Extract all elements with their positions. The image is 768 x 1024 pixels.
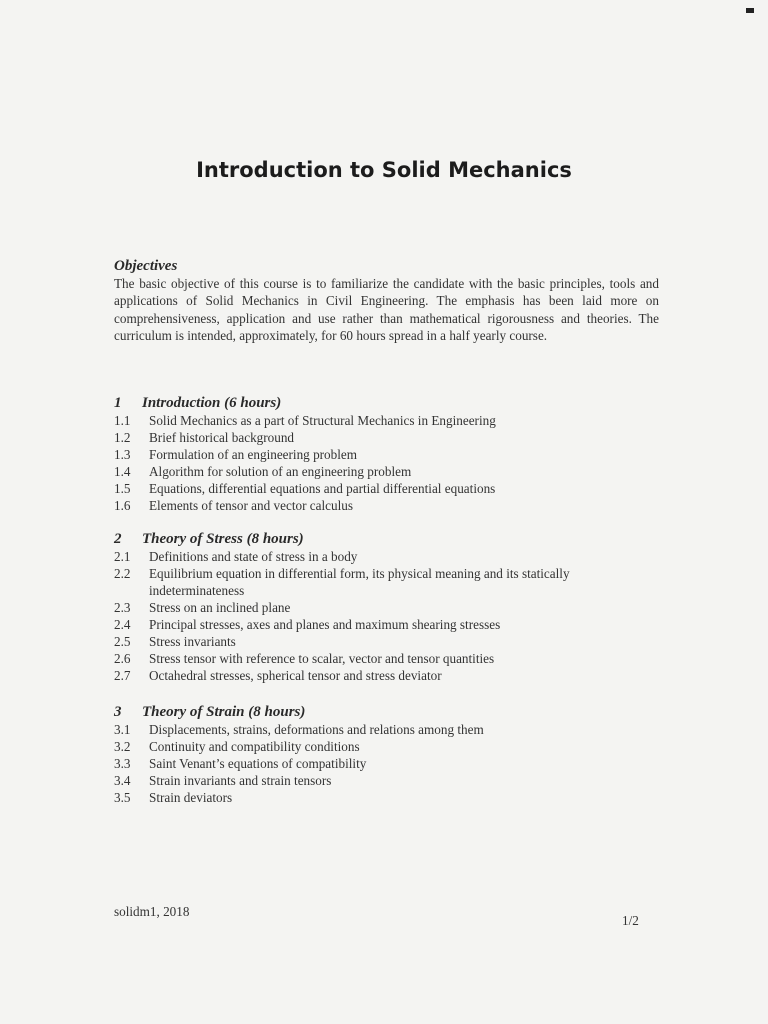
list-item [114, 650, 654, 667]
item-text: Continuity and compatibility conditions [149, 739, 360, 754]
list-item [114, 548, 654, 565]
page-number: 1/2 [622, 913, 639, 928]
item-text: Octahedral stresses, spherical tensor and stress deviator [149, 668, 442, 683]
item-text: Stress on an inclined plane [149, 600, 291, 615]
section-introduction [114, 394, 654, 514]
section-title: Introduction (6 hours) [142, 395, 282, 411]
section-number: 3 [114, 704, 122, 720]
item-number: 2.5 [114, 634, 131, 649]
list-item [114, 789, 654, 806]
item-number: 3.4 [114, 773, 131, 788]
list-item [114, 497, 654, 514]
list-item [114, 721, 654, 738]
list-item [114, 667, 654, 684]
item-number: 2.6 [114, 651, 131, 666]
objectives-heading: Objectives [114, 258, 178, 274]
item-text: Stress invariants [149, 634, 236, 649]
list-item [114, 633, 654, 650]
item-number: 2.3 [114, 600, 131, 615]
item-number: 2.2 [114, 566, 131, 581]
item-text: Definitions and state of stress in a body [149, 549, 358, 564]
item-number: 3.3 [114, 756, 131, 771]
list-item [114, 412, 654, 429]
item-text: Strain invariants and strain tensors [149, 773, 332, 788]
section-title: Theory of Strain (8 hours) [142, 704, 306, 720]
item-number: 3.1 [114, 722, 131, 737]
item-text: Saint Venant’s equations of compatibility [149, 756, 367, 771]
item-number: 3.5 [114, 790, 131, 805]
section-number: 2 [114, 531, 122, 547]
list-item [114, 772, 654, 789]
list-item [114, 616, 654, 633]
item-number: 1.6 [114, 498, 131, 513]
list-item [114, 446, 654, 463]
item-number: 1.1 [114, 413, 131, 428]
section-heading [114, 530, 654, 548]
item-number: 3.2 [114, 739, 131, 754]
item-number: 1.2 [114, 430, 131, 445]
item-text: Principal stresses, axes and planes and maximum shearing stresses [149, 617, 501, 632]
section-number: 1 [114, 395, 122, 411]
objectives-text: The basic objective of this course is to familiarize the candidate with the basic principles, tools and applications of Solid Mechanics in Civil Engineering. The emphasis has been laid more on comprehensiveness, application and use rather than mathematical rigorousness and theories. The curriculum is intended, approximately, for 60 hours spread in a half yearly course. [114, 276, 659, 344]
scan-mark [746, 8, 754, 13]
section-heading [114, 394, 654, 412]
list-item [114, 738, 654, 755]
list-item [114, 565, 654, 599]
item-number: 1.4 [114, 464, 131, 479]
item-text: Stress tensor with reference to scalar, vector and tensor quantities [149, 651, 495, 666]
item-number: 1.5 [114, 481, 131, 496]
item-number: 2.4 [114, 617, 131, 632]
item-number: 2.7 [114, 668, 131, 683]
item-number: 1.3 [114, 447, 131, 462]
list-item [114, 755, 654, 772]
page-title: Introduction to Solid Mechanics [196, 158, 572, 182]
item-text: Elements of tensor and vector calculus [149, 498, 353, 513]
list-item [114, 429, 654, 446]
item-text: Equilibrium equation in differential form, its physical meaning and its statically indeterminateness [149, 566, 570, 598]
item-text: Strain deviators [149, 790, 233, 805]
item-text: Equations, differential equations and partial differential equations [149, 481, 496, 496]
section-heading [114, 703, 654, 721]
item-text: Algorithm for solution of an engineering problem [149, 464, 412, 479]
list-item [114, 463, 654, 480]
item-text: Solid Mechanics as a part of Structural Mechanics in Engineering [149, 413, 496, 428]
item-text: Brief historical background [149, 430, 295, 445]
footer-document-id: solidm1, 2018 [114, 904, 190, 919]
item-text: Displacements, strains, deformations and relations among them [149, 722, 484, 737]
item-number: 2.1 [114, 549, 131, 564]
section-title: Theory of Stress (8 hours) [142, 531, 304, 547]
item-text: Formulation of an engineering problem [149, 447, 358, 462]
objectives-block [114, 258, 659, 345]
section-theory-of-strain [114, 703, 654, 806]
list-item [114, 480, 654, 497]
section-theory-of-stress [114, 530, 654, 684]
list-item [114, 599, 654, 616]
